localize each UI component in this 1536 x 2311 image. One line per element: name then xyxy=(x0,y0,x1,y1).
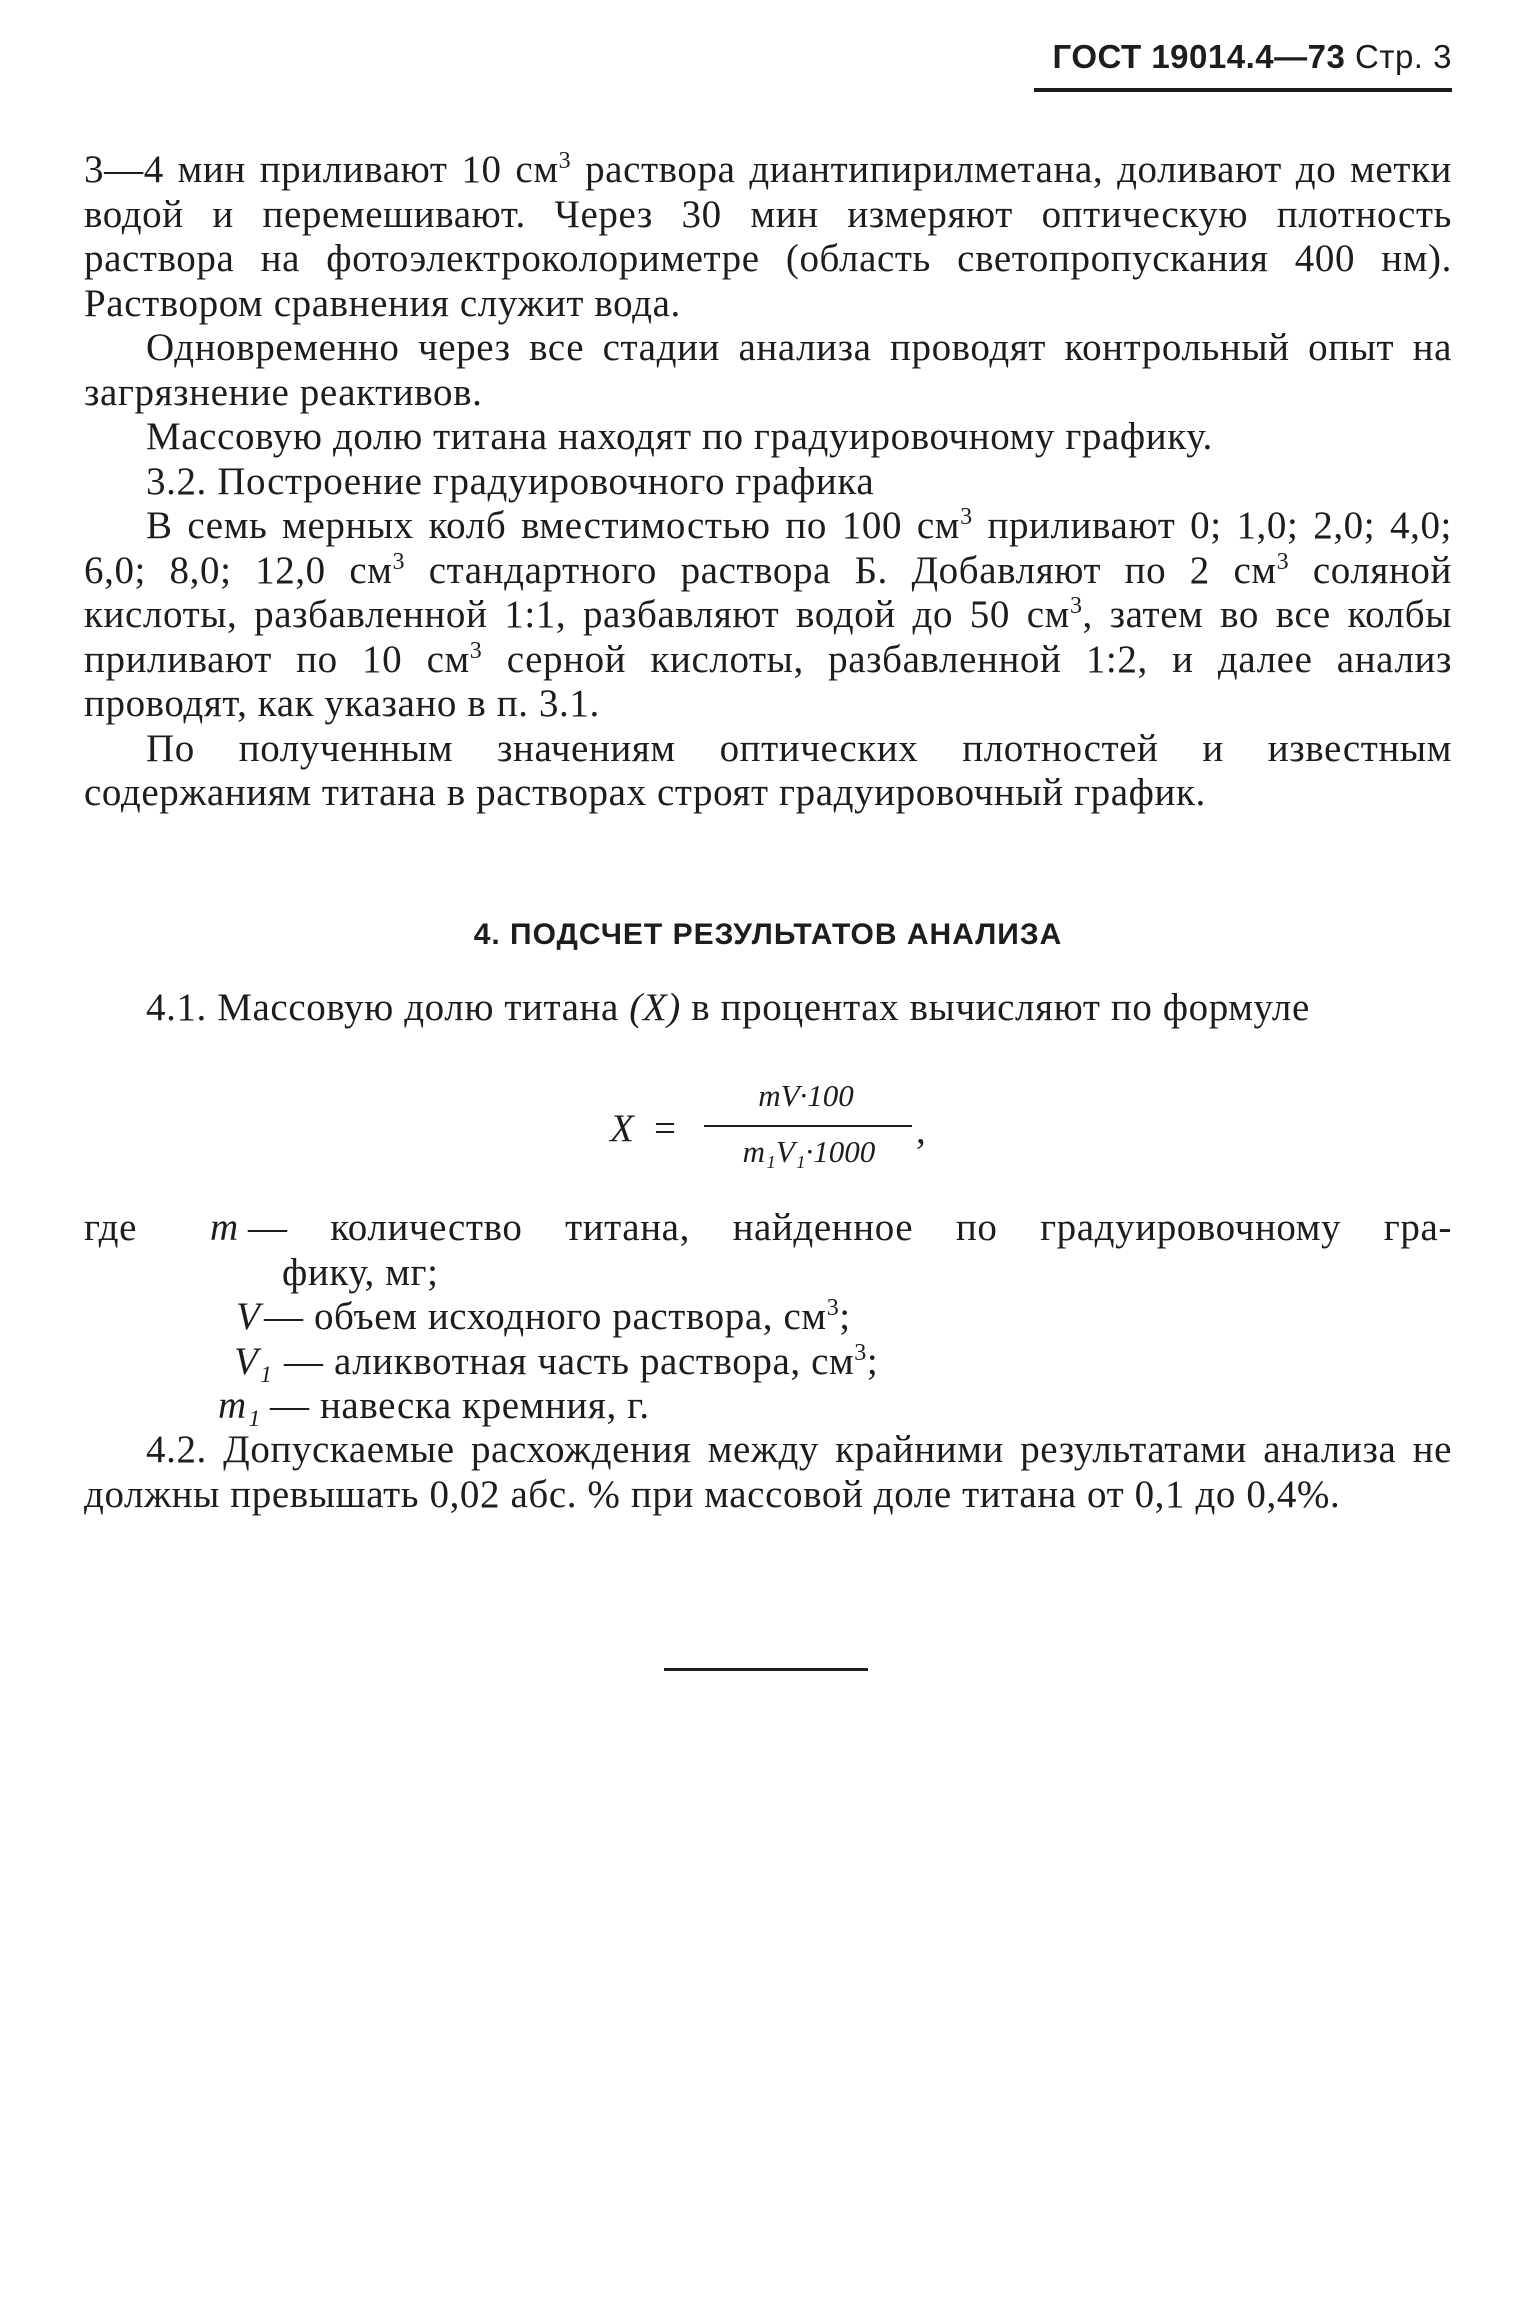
formula-lhs: X xyxy=(610,1107,634,1150)
paragraph-mass-fraction: Массовую долю титана находят по градуировочному графику. xyxy=(146,415,1213,458)
body-text xyxy=(84,148,1452,816)
end-rule xyxy=(664,1668,868,1671)
definition-m: где m — количество титана, найденное по градуировочному гра- xyxy=(84,1206,1452,1249)
paragraph-4-2: 4.2. Допускаемые расхождения между крайними результатами анализа не должны превышать 0,02 абс. % при массовой доле титана от 0,1 до 0,4%. xyxy=(84,1428,1452,1516)
definition-m-cont: фику, мг; xyxy=(282,1250,439,1294)
definition-m1: m₁ — навеска кремния, г. xyxy=(218,1384,650,1427)
paragraph-calibration: В семь мерных колб вместимостью по 100 $см^3$ приливают 0; 1,0; 2,0; 4,0; 6,0; 8,0; 12,0 $см^3$ стандартного раствора Б. Добавляют по 2 $см^3$ соляной кислоты, разбавленной 1:1, разбавляют водой до 50 $см^3$, затем во все колбы приливают по 10 $см^3$ серной кислоты, разбавленной 1:2, и далее анализ проводят, как указано в п. 3.1. xyxy=(84,504,1453,725)
formula-numerator: mV·100 xyxy=(758,1078,854,1113)
section-title: 4. ПОДСЧЕТ РЕЗУЛЬТАТОВ АНАЛИЗА xyxy=(473,918,1063,951)
definition-v1: V₁ — аликвотная часть раствора, $см^3$; xyxy=(234,1339,879,1383)
subsection-heading: 3.2. Построение градуировочного графика xyxy=(146,459,875,503)
page-header xyxy=(1034,38,1452,76)
formula-equals: = xyxy=(654,1107,676,1150)
standard-number: ГОСТ 19014.4—73 xyxy=(1052,38,1346,75)
paragraph-graph: По полученным значениям оптических плотностей и известным содержаниям титана в растворах строят градуировочный график. xyxy=(84,726,1452,814)
paragraph-continuation: 3—4 мин приливают 10 $см^3$ раствора диантипирилметана, доливают до метки водой и перемешивают. Через 30 мин измеряют оптическую плотность раствора на фотоэлектроколориметре (область светопропускания 400 нм). Раствором сравнения служит вода. xyxy=(84,148,1452,325)
formula-comma: , xyxy=(916,1109,926,1152)
formula-denominator: m₁V₁·1000 xyxy=(742,1134,876,1169)
definition-v: V — объем исходного раствора, $см^3$; xyxy=(236,1295,851,1338)
paragraph-4-1: 4.1. Массовую долю титана (X) в процентах вычисляют по формуле xyxy=(146,986,1310,1029)
page-number: Стр. 3 xyxy=(1355,38,1452,75)
paragraph-control-test: Одновременно через все стадии анализа проводят контрольный опыт на загрязнение реактивов. xyxy=(84,326,1452,414)
header-rule xyxy=(1034,88,1452,92)
definitions xyxy=(84,1206,1452,1429)
formula xyxy=(610,1078,950,1188)
fraction-bar xyxy=(704,1125,912,1127)
